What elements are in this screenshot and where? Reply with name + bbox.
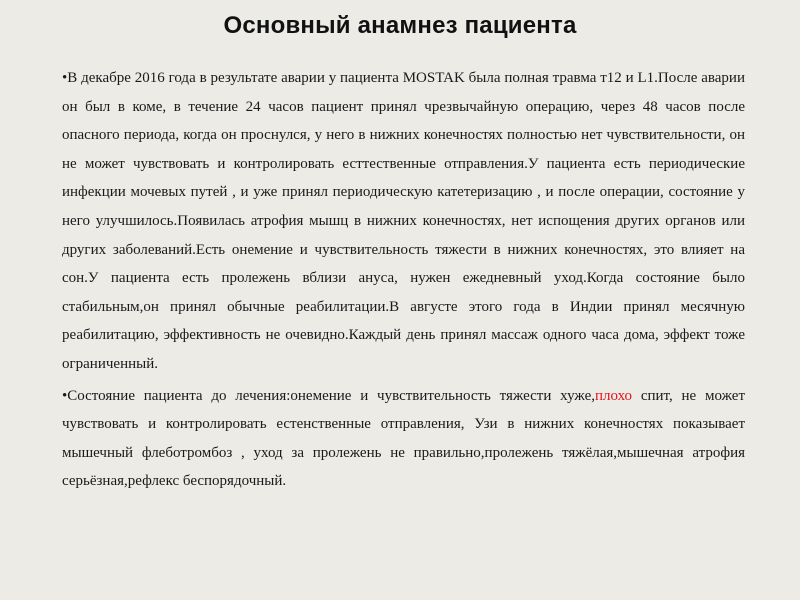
paragraph-1-text: В декабре 2016 года в результате аварии у пациента MOSTAK была полная травма т12 и L1.После аварии он был в коме, в течение 24 часов пациент принял чрезвычайную операцию, через 48 часов после опасного периода, когда он проснулся, у него в нижних конечностях полностью нет чувствительности, он не может чувствовать и контролировать есттественные отправления.У пациента есть периодические инфекции мочевых путей , и уже принял периодическую катетеризацию , и после операции, состояние у него улучшилось.Появилась атрофия мышц в нижних конечностях, нет испощения других органов или других заболеваний.Есть онемение и чувствительность тяжести в нижних конечностях, это влияет на сон.У пациента есть пролежень вблизи ануса, нужен ежедневный уход.Когда состояние было стабильным,он принял обычные реабилитации.В августе этого года в Индии принял месячную реабилитацию, эффективность не очевидно.Каждый день принял массаж одного часа дома, эффект тоже ограниченный.: [62, 70, 745, 372]
paragraph-2-text-end: спит, не может чувствовать и контролировать естенственные отправления, Узи в нижних конечностях показывает мышечный флеботромбоз , уход за пролежень не правильно,пролежень тяжёлая,мышечная атрофия серьёзная,рефлекс беспорядочный.: [62, 387, 745, 490]
bullet-paragraph-2: [62, 382, 745, 496]
slide-title: Основный анамнез пациента: [223, 12, 577, 39]
slide-body: [62, 64, 745, 496]
bullet-marker: •: [62, 70, 68, 86]
bullet-paragraph-1: [62, 64, 745, 379]
paragraph-2-highlight: плохо: [594, 387, 633, 404]
paragraph-2-text-start: Состояние пациента до лечения:онемение и чувствительность тяжести хуже,: [67, 387, 595, 404]
bullet-marker: •: [62, 387, 68, 404]
